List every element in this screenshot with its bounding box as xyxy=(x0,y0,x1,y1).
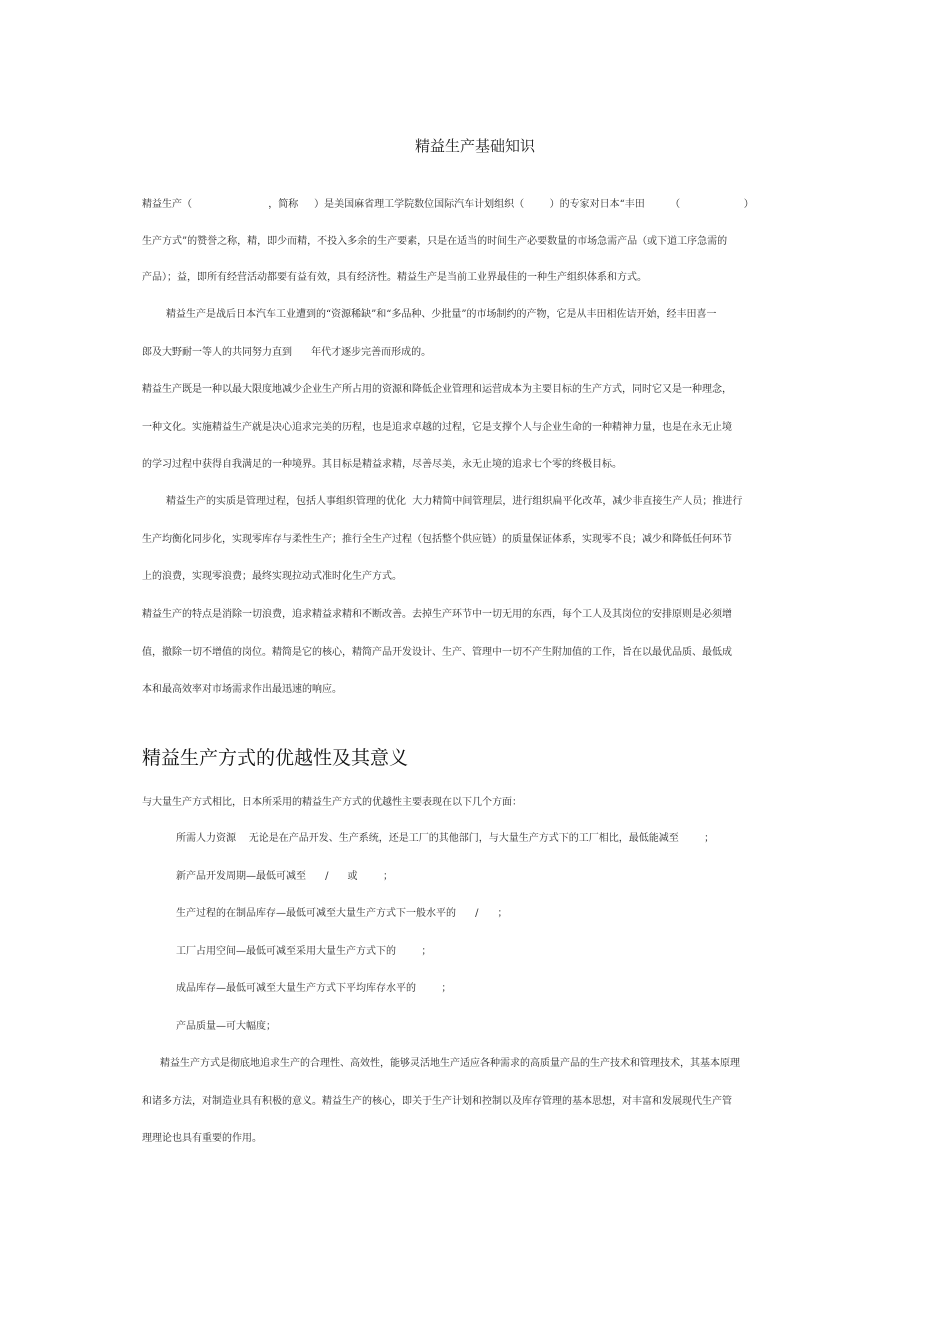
essence-line-1: 精益生产的实质是管理过程，包括人事组织管理的优化 大力精简中间管理层，进行组织扁平化改革，减少非直接生产人员；推进行 xyxy=(166,496,743,507)
closing-line-2: 和诸多方法，对制造业具有积极的意义。精益生产的核心，即关于生产计划和控制以及库存管理的基本思想，对丰富和发展现代生产管 xyxy=(142,1096,732,1107)
history-line-1: 精益生产是战后日本汽车工业遭到的“资源稀缺”和“多品种、少批量”的市场制约的产物，它是从丰田相佐诘开始，经丰田喜一 xyxy=(166,309,717,320)
advantage-item-3: 生产过程的在制品库存—最低可减至大量生产方式下一般水平的 / ； xyxy=(176,908,508,919)
advantage-item-1: 所需人力资源 无论是在产品开发、生产系统，还是工厂的其他部门，与大量生产方式下的工厂相比，最低能减至 ； xyxy=(176,833,715,844)
feature-line-1: 精益生产的特点是消除一切浪费，追求精益求精和不断改善。去掉生产环节中一切无用的东西，每个工人及其岗位的安排原则是必须增 xyxy=(142,609,732,620)
intro-line-2: 生产方式”的赞誉之称，精，即少而精，不投入多余的生产要素，只是在适当的时间生产必要数量的市场急需产品（或下道工序急需的 xyxy=(142,236,728,247)
closing-line-1: 精益生产方式是彻底地追求生产的合理性、高效性，能够灵活地生产适应各种需求的高质量产品的生产技术和管理技术，其基本原理 xyxy=(160,1058,740,1069)
section-heading: 精益生产方式的优越性及其意义 xyxy=(142,747,409,769)
essence-line-3: 上的浪费，实现零浪费；最终实现拉动式准时化生产方式。 xyxy=(142,571,402,582)
history-line-2: 郎及大野耐一等人的共同努力直到 年代才逐步完善而形成的。 xyxy=(142,347,432,358)
essence-line-2: 生产均衡化同步化，实现零库存与柔性生产；推行全生产过程（包括整个供应链）的质量保证体系，实现零不良；减少和降低任何环节 xyxy=(142,534,732,545)
advantage-item-4: 工厂占用空间—最低可减至采用大量生产方式下的 ； xyxy=(176,946,432,957)
closing-line-3: 理理论也具有重要的作用。 xyxy=(142,1133,262,1144)
advantage-item-6: 产品质量—可大幅度； xyxy=(176,1021,276,1032)
feature-line-2: 值，撤除一切不增值的岗位。精简是它的核心，精简产品开发设计、生产、管理中一切不产生附加值的工作，旨在以最优品质、最低成 xyxy=(142,647,732,658)
concept-line-3: 的学习过程中获得自我满足的一种境界。其目标是精益求精，尽善尽美，永无止境的追求七个零的终极目标。 xyxy=(142,459,622,470)
advantage-item-5: 成品库存—最低可减至大量生产方式下平均库存水平的 ； xyxy=(176,983,452,994)
concept-line-1: 精益生产既是一种以最大限度地减少企业生产所占用的资源和降低企业管理和运营成本为主要目标的生产方式，同时它又是一种理念， xyxy=(142,384,732,395)
advantage-item-2: 新产品开发周期—最低可减至 / 或 ； xyxy=(176,871,393,882)
intro-line-1: 精益生产（ ，简称 ）是美国麻省理工学院数位国际汽车计划组织（ ）的专家对日本“丰田 （ ） xyxy=(142,199,754,210)
document-title: 精益生产基础知识 xyxy=(414,137,535,155)
concept-line-2: 一种文化。实施精益生产就是决心追求完美的历程，也是追求卓越的过程，它是支撑个人与企业生命的一种精神力量，也是在永无止境 xyxy=(142,422,732,433)
section-intro: 与大量生产方式相比，日本所采用的精益生产方式的优越性主要表现在以下几个方面： xyxy=(142,797,522,808)
feature-line-3: 本和最高效率对市场需求作出最迅速的响应。 xyxy=(142,684,342,695)
intro-line-3: 产品）；益，即所有经营活动都要有益有效，具有经济性。精益生产是当前工业界最佳的一种生产组织体系和方式。 xyxy=(142,272,647,283)
